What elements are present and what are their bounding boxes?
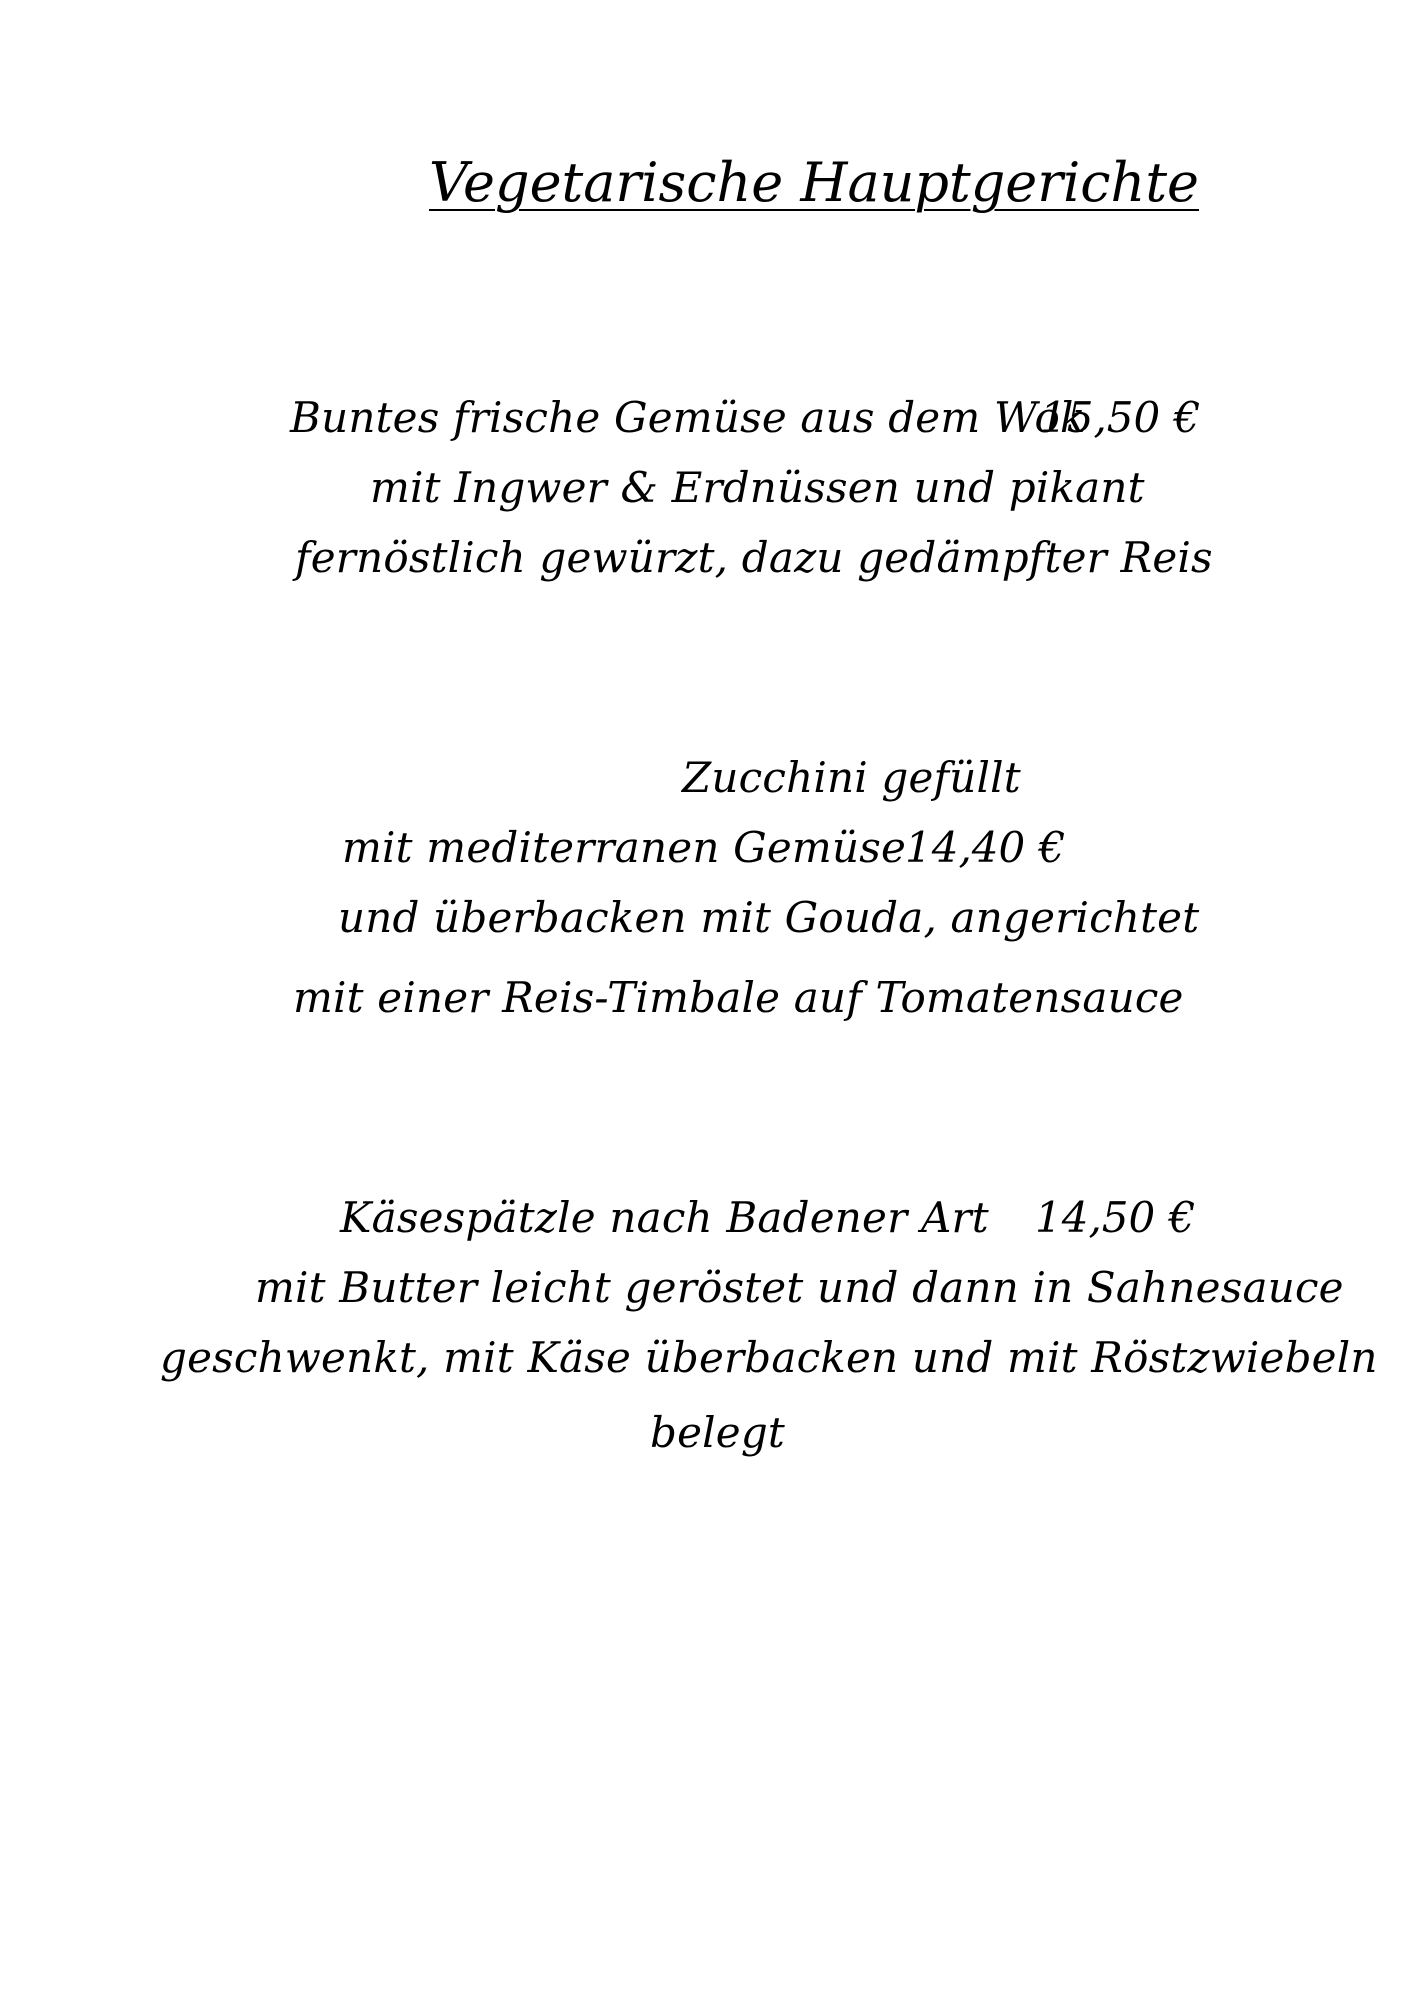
dish-name: Zucchini gefüllt <box>682 753 1021 802</box>
dish-name: Käsespätzle nach Badener Art <box>340 1193 989 1242</box>
dish-description-line: mit Butter leicht geröstet und dann in Sahnesauce <box>255 1263 1344 1312</box>
dish-name: Buntes frische Gemüse aus dem Wok <box>290 393 1086 442</box>
dish-description-line: mit mediterranen Gemüse <box>342 823 907 872</box>
dish-price: 15,50 € <box>1040 393 1201 442</box>
dish-price: 14,40 € <box>905 823 1066 872</box>
dish-description-line: mit einer Reis-Timbale auf Tomatensauce <box>293 973 1184 1022</box>
dish-description-line: geschwenkt, mit Käse überbacken und mit Röstzwiebeln <box>160 1333 1378 1382</box>
dish-description-line: und überbacken mit Gouda, angerichtet <box>338 893 1200 942</box>
dish-description-line: fernöstlich gewürzt, dazu gedämpfter Reis <box>295 533 1213 582</box>
page-title: Vegetarische Hauptgerichte <box>429 151 1199 214</box>
dish-description-line: belegt <box>650 1408 785 1457</box>
dish-price: 14,50 € <box>1035 1193 1196 1242</box>
dish-description-line: mit Ingwer & Erdnüssen und pikant <box>370 463 1145 512</box>
